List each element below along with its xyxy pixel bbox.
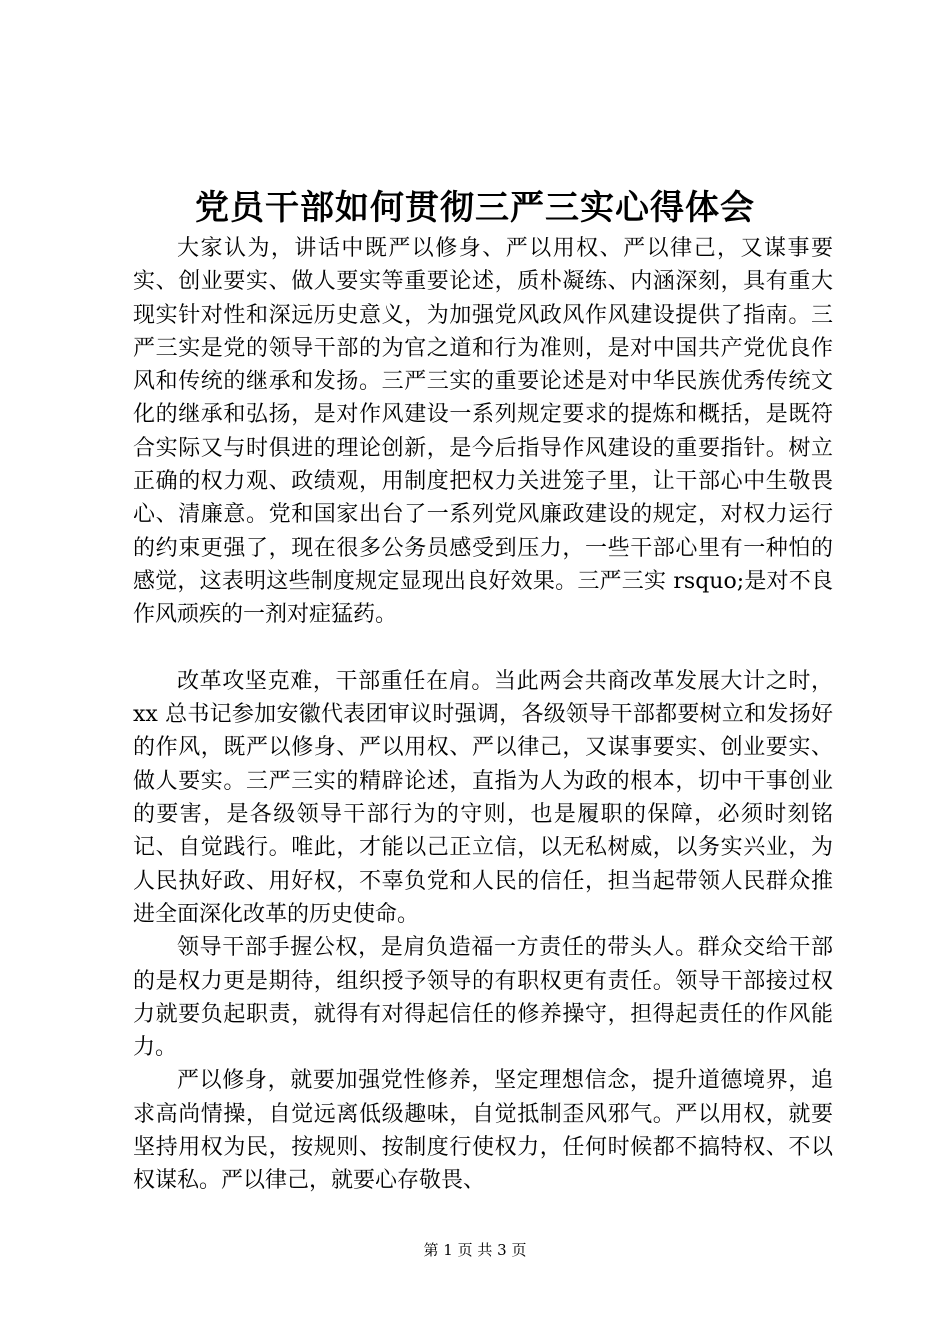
paragraph: 大家认为，讲话中既严以修身、严以用权、严以律己，又谋事要实、创业要实、做人要实等重要论述，质朴凝练、内涵深刻，具有重大现实针对性和深远历史意义，为加强党风政风作风建设提供了指南。三严三实是党的领导干部的为官之道和行为准则，是对中国共产党优良作风和传统的继承和发扬。三严三实的重要论述是对中华民族优秀传统文化的继承和弘扬，是对作风建设一系列规定要求的提炼和概括，是既符合实际又与时俱进的理论创新，是今后指导作风建设的重要指针。树立正确的权力观、政绩观，用制度把权力关进笼子里，让干部心中生敬畏心、清廉意。党和国家出台了一系列党风廉政建设的规定，对权力运行的约束更强了，现在很多公务员感受到压力，一些干部心里有一种怕的感觉，这表明这些制度规定显现出良好效果。三严三实 rsquo;是对不良作风顽疾的一剂对症猛药。 bbox=[133, 236, 833, 628]
document-body bbox=[133, 232, 833, 1198]
paragraph: 改革攻坚克难，干部重任在肩。当此两会共商改革发展大计之时，xx 总书记参加安徽代表团审议时强调，各级领导干部都要树立和发扬好的作风，既严以修身、严以用权、严以律己，又谋事要实、创业要实、做人要实。三严三实的精辟论述，直指为人为政的根本，切中干事创业的要害，是各级领导干部行为的守则，也是履职的保障，必须时刻铭记、自觉践行。唯此，才能以己正立信，以无私树威，以务实兴业，为人民执好政、用好权，不辜负党和人民的信任，担当起带领人民群众推进全面深化改革的历史使命。 bbox=[133, 668, 833, 927]
page-footer: 第 1 页 共 3 页 bbox=[423, 1241, 527, 1259]
paragraph: 领导干部手握公权，是肩负造福一方责任的带头人。群众交给干部的是权力更是期待，组织授予领导的有职权更有责任。领导干部接过权力就要负起职责，就得有对得起信任的修养操守，担得起责任的作风能力。 bbox=[133, 935, 833, 1061]
document-title: 党员干部如何贯彻三严三实心得体会 bbox=[195, 188, 755, 228]
paragraph: 严以修身，就要加强党性修养，坚定理想信念，提升道德境界，追求高尚情操，自觉远离低级趣味，自觉抵制歪风邪气。严以用权，就要坚持用权为民，按规则、按制度行使权力，任何时候都不搞特权、不以权谋私。严以律己，就要心存敬畏、 bbox=[133, 1068, 833, 1194]
